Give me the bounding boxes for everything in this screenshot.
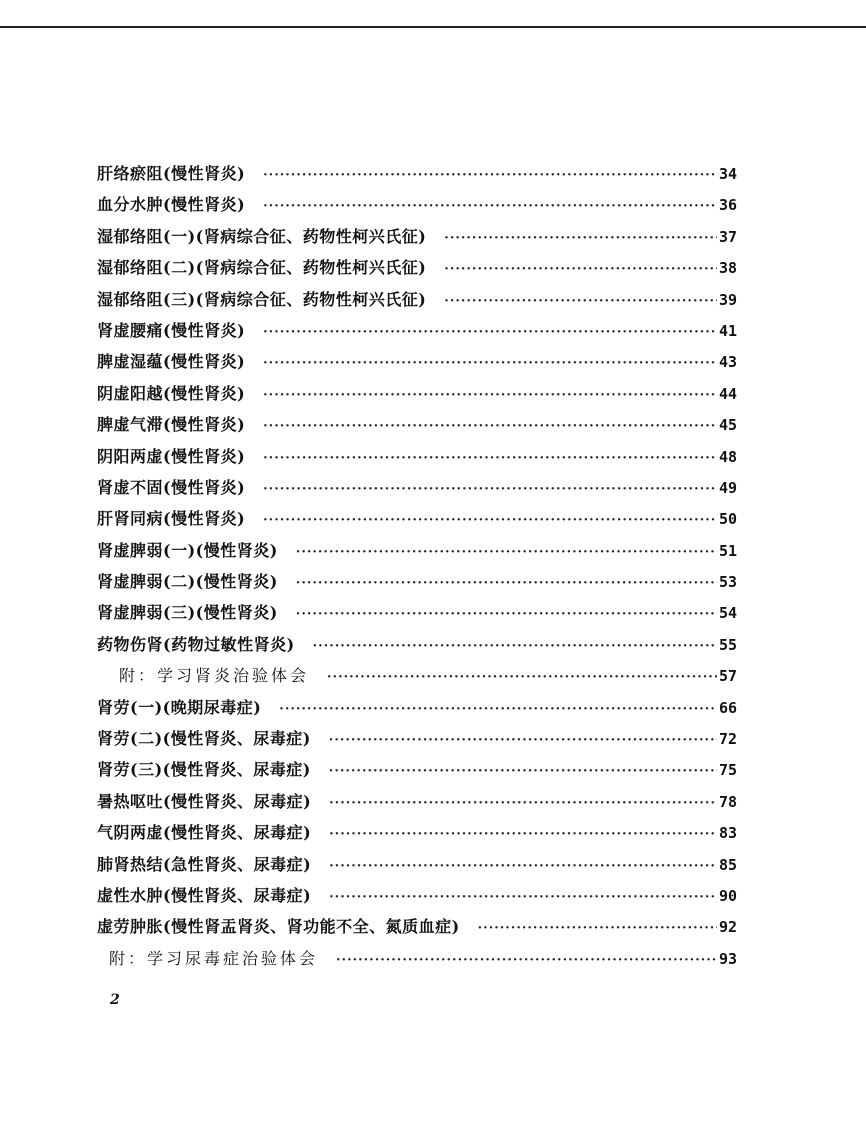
toc-entry-title: 气阴两虚(慢性肾炎、尿毒症) <box>97 823 312 843</box>
toc-entry-page: 51 <box>718 541 737 560</box>
dot-leader <box>279 694 717 725</box>
dot-leader <box>263 191 717 222</box>
dot-leader <box>263 348 717 379</box>
dot-leader <box>329 756 717 787</box>
dot-leader <box>444 254 717 285</box>
toc-entry-title: 暑热呕吐(慢性肾炎、尿毒症) <box>97 791 312 811</box>
toc-entry-title: 阴虚阳越(慢性肾炎) <box>97 383 246 403</box>
toc-entry-page: 72 <box>718 730 737 749</box>
toc-entry-page: 93 <box>718 949 737 968</box>
dot-leader <box>263 474 717 505</box>
toc-appendix-entry[interactable] <box>97 943 737 974</box>
toc-entry-title: 肾虚脾弱(一)(慢性肾炎) <box>97 540 278 560</box>
dot-leader <box>263 411 717 442</box>
toc-entry-title: 脾虚湿蕴(慢性肾炎) <box>97 352 246 372</box>
toc-entry-title: 肝络瘀阻(慢性肾炎) <box>97 164 246 183</box>
toc-entry-title: 肺肾热结(急性肾炎、尿毒症) <box>97 854 312 874</box>
toc-entry-page: 49 <box>718 478 737 497</box>
toc-entry[interactable] <box>97 692 737 723</box>
dot-leader <box>329 788 717 819</box>
toc-entry[interactable] <box>97 629 737 660</box>
toc-entry-page: 54 <box>718 604 737 623</box>
toc-entry[interactable] <box>97 221 737 252</box>
toc-entry[interactable] <box>97 441 737 472</box>
dot-leader <box>327 662 717 693</box>
toc-entry-title: 血分水肿(慢性肾炎) <box>97 195 246 215</box>
toc-entry-page: 55 <box>718 635 737 654</box>
toc-entry-page: 53 <box>718 573 737 592</box>
toc-entry-page: 36 <box>718 196 737 215</box>
toc-entry-page: 41 <box>718 321 737 340</box>
dot-leader <box>296 599 717 630</box>
toc-entry-page: 45 <box>718 416 737 435</box>
toc-entry-title: 虚性水肿(慢性肾炎、尿毒症) <box>97 885 312 905</box>
toc-entry-page: 48 <box>718 447 737 466</box>
toc-entry[interactable] <box>97 754 737 785</box>
toc-entry[interactable] <box>97 786 737 817</box>
toc-entry-page: 38 <box>718 259 737 278</box>
toc-entry-title: 肾劳(二)(慢性肾炎、尿毒症) <box>97 729 311 749</box>
toc-entry[interactable] <box>97 252 737 283</box>
table-of-contents <box>97 158 737 974</box>
toc-entry[interactable] <box>97 409 737 440</box>
toc-entry-page: 85 <box>718 855 737 874</box>
toc-entry[interactable] <box>97 566 737 597</box>
toc-entry-title: 肾虚脾弱(三)(慢性肾炎) <box>97 603 278 623</box>
toc-entry-page: 90 <box>718 886 737 905</box>
toc-entry[interactable] <box>97 315 737 346</box>
top-rule <box>0 26 866 28</box>
toc-entry-title: 湿郁络阻(二)(肾病综合征、药物性柯兴氏征) <box>97 258 427 278</box>
toc-entry-title: 肝肾同病(慢性肾炎) <box>97 509 246 529</box>
dot-leader <box>313 631 717 662</box>
dot-leader <box>263 380 717 411</box>
toc-entry[interactable] <box>97 472 737 503</box>
toc-entry[interactable] <box>97 597 737 628</box>
toc-entry-page: 50 <box>718 510 737 529</box>
dot-leader <box>329 882 717 913</box>
toc-entry-title: 阴阳两虚(慢性肾炎) <box>97 446 246 466</box>
toc-entry-page: 57 <box>718 667 737 686</box>
toc-entry-title: 虚劳肿胀(慢性肾盂肾炎、肾功能不全、氮质血症) <box>97 917 460 937</box>
dot-leader <box>263 505 717 536</box>
toc-entry[interactable] <box>97 723 737 754</box>
toc-entry-page: 66 <box>718 698 737 717</box>
toc-entry[interactable] <box>97 849 737 880</box>
toc-entry[interactable] <box>97 284 737 315</box>
toc-entry-title: 湿郁络阻(三)(肾病综合征、药物性柯兴氏征) <box>97 289 427 309</box>
toc-entry-title: 附：学习肾炎治验体会 <box>119 666 310 686</box>
page-number: 2 <box>110 992 120 1008</box>
toc-entry-page: 39 <box>718 290 737 309</box>
toc-entry-title: 药物伤肾(药物过敏性肾炎) <box>97 634 295 654</box>
dot-leader <box>263 317 717 348</box>
dot-leader <box>296 568 717 599</box>
dot-leader <box>329 819 717 850</box>
toc-entry-page: 75 <box>718 761 737 780</box>
toc-entry-title: 肾虚腰痛(慢性肾炎) <box>97 320 246 340</box>
dot-leader <box>263 160 717 191</box>
toc-entry-page: 83 <box>718 824 737 843</box>
toc-entry-page: 43 <box>718 353 737 372</box>
dot-leader <box>444 223 717 254</box>
dot-leader <box>296 537 717 568</box>
toc-entry-page: 78 <box>718 792 737 811</box>
toc-entry-page: 92 <box>718 918 737 937</box>
toc-entry[interactable] <box>97 378 737 409</box>
dot-leader <box>263 443 717 474</box>
toc-entry-page: 34 <box>718 165 737 183</box>
toc-entry[interactable] <box>97 189 737 220</box>
toc-entry-title: 肾劳(一)(晚期尿毒症) <box>97 697 262 717</box>
toc-entry[interactable] <box>97 880 737 911</box>
dot-leader <box>329 851 717 882</box>
toc-entry[interactable] <box>97 535 737 566</box>
toc-entry-title: 湿郁络阻(一)(肾病综合征、药物性柯兴氏征) <box>97 226 427 246</box>
dot-leader <box>336 945 717 976</box>
toc-entry[interactable] <box>97 158 737 189</box>
toc-entry-title: 附：学习尿毒症治验体会 <box>109 948 319 968</box>
dot-leader <box>444 286 717 317</box>
toc-entry-title: 肾虚不固(慢性肾炎) <box>97 477 246 497</box>
toc-entry-title: 肾劳(三)(慢性肾炎、尿毒症) <box>97 760 311 780</box>
toc-entry[interactable] <box>97 911 737 942</box>
dot-leader <box>478 913 717 944</box>
toc-appendix-entry[interactable] <box>97 660 737 691</box>
toc-entry-page: 37 <box>718 227 737 246</box>
toc-entry[interactable] <box>97 503 737 534</box>
toc-entry[interactable] <box>97 817 737 848</box>
toc-entry-title: 肾虚脾弱(二)(慢性肾炎) <box>97 572 278 592</box>
toc-entry-page: 44 <box>718 384 737 403</box>
toc-entry[interactable] <box>97 346 737 377</box>
dot-leader <box>329 725 717 756</box>
toc-entry-title: 脾虚气滞(慢性肾炎) <box>97 415 246 435</box>
